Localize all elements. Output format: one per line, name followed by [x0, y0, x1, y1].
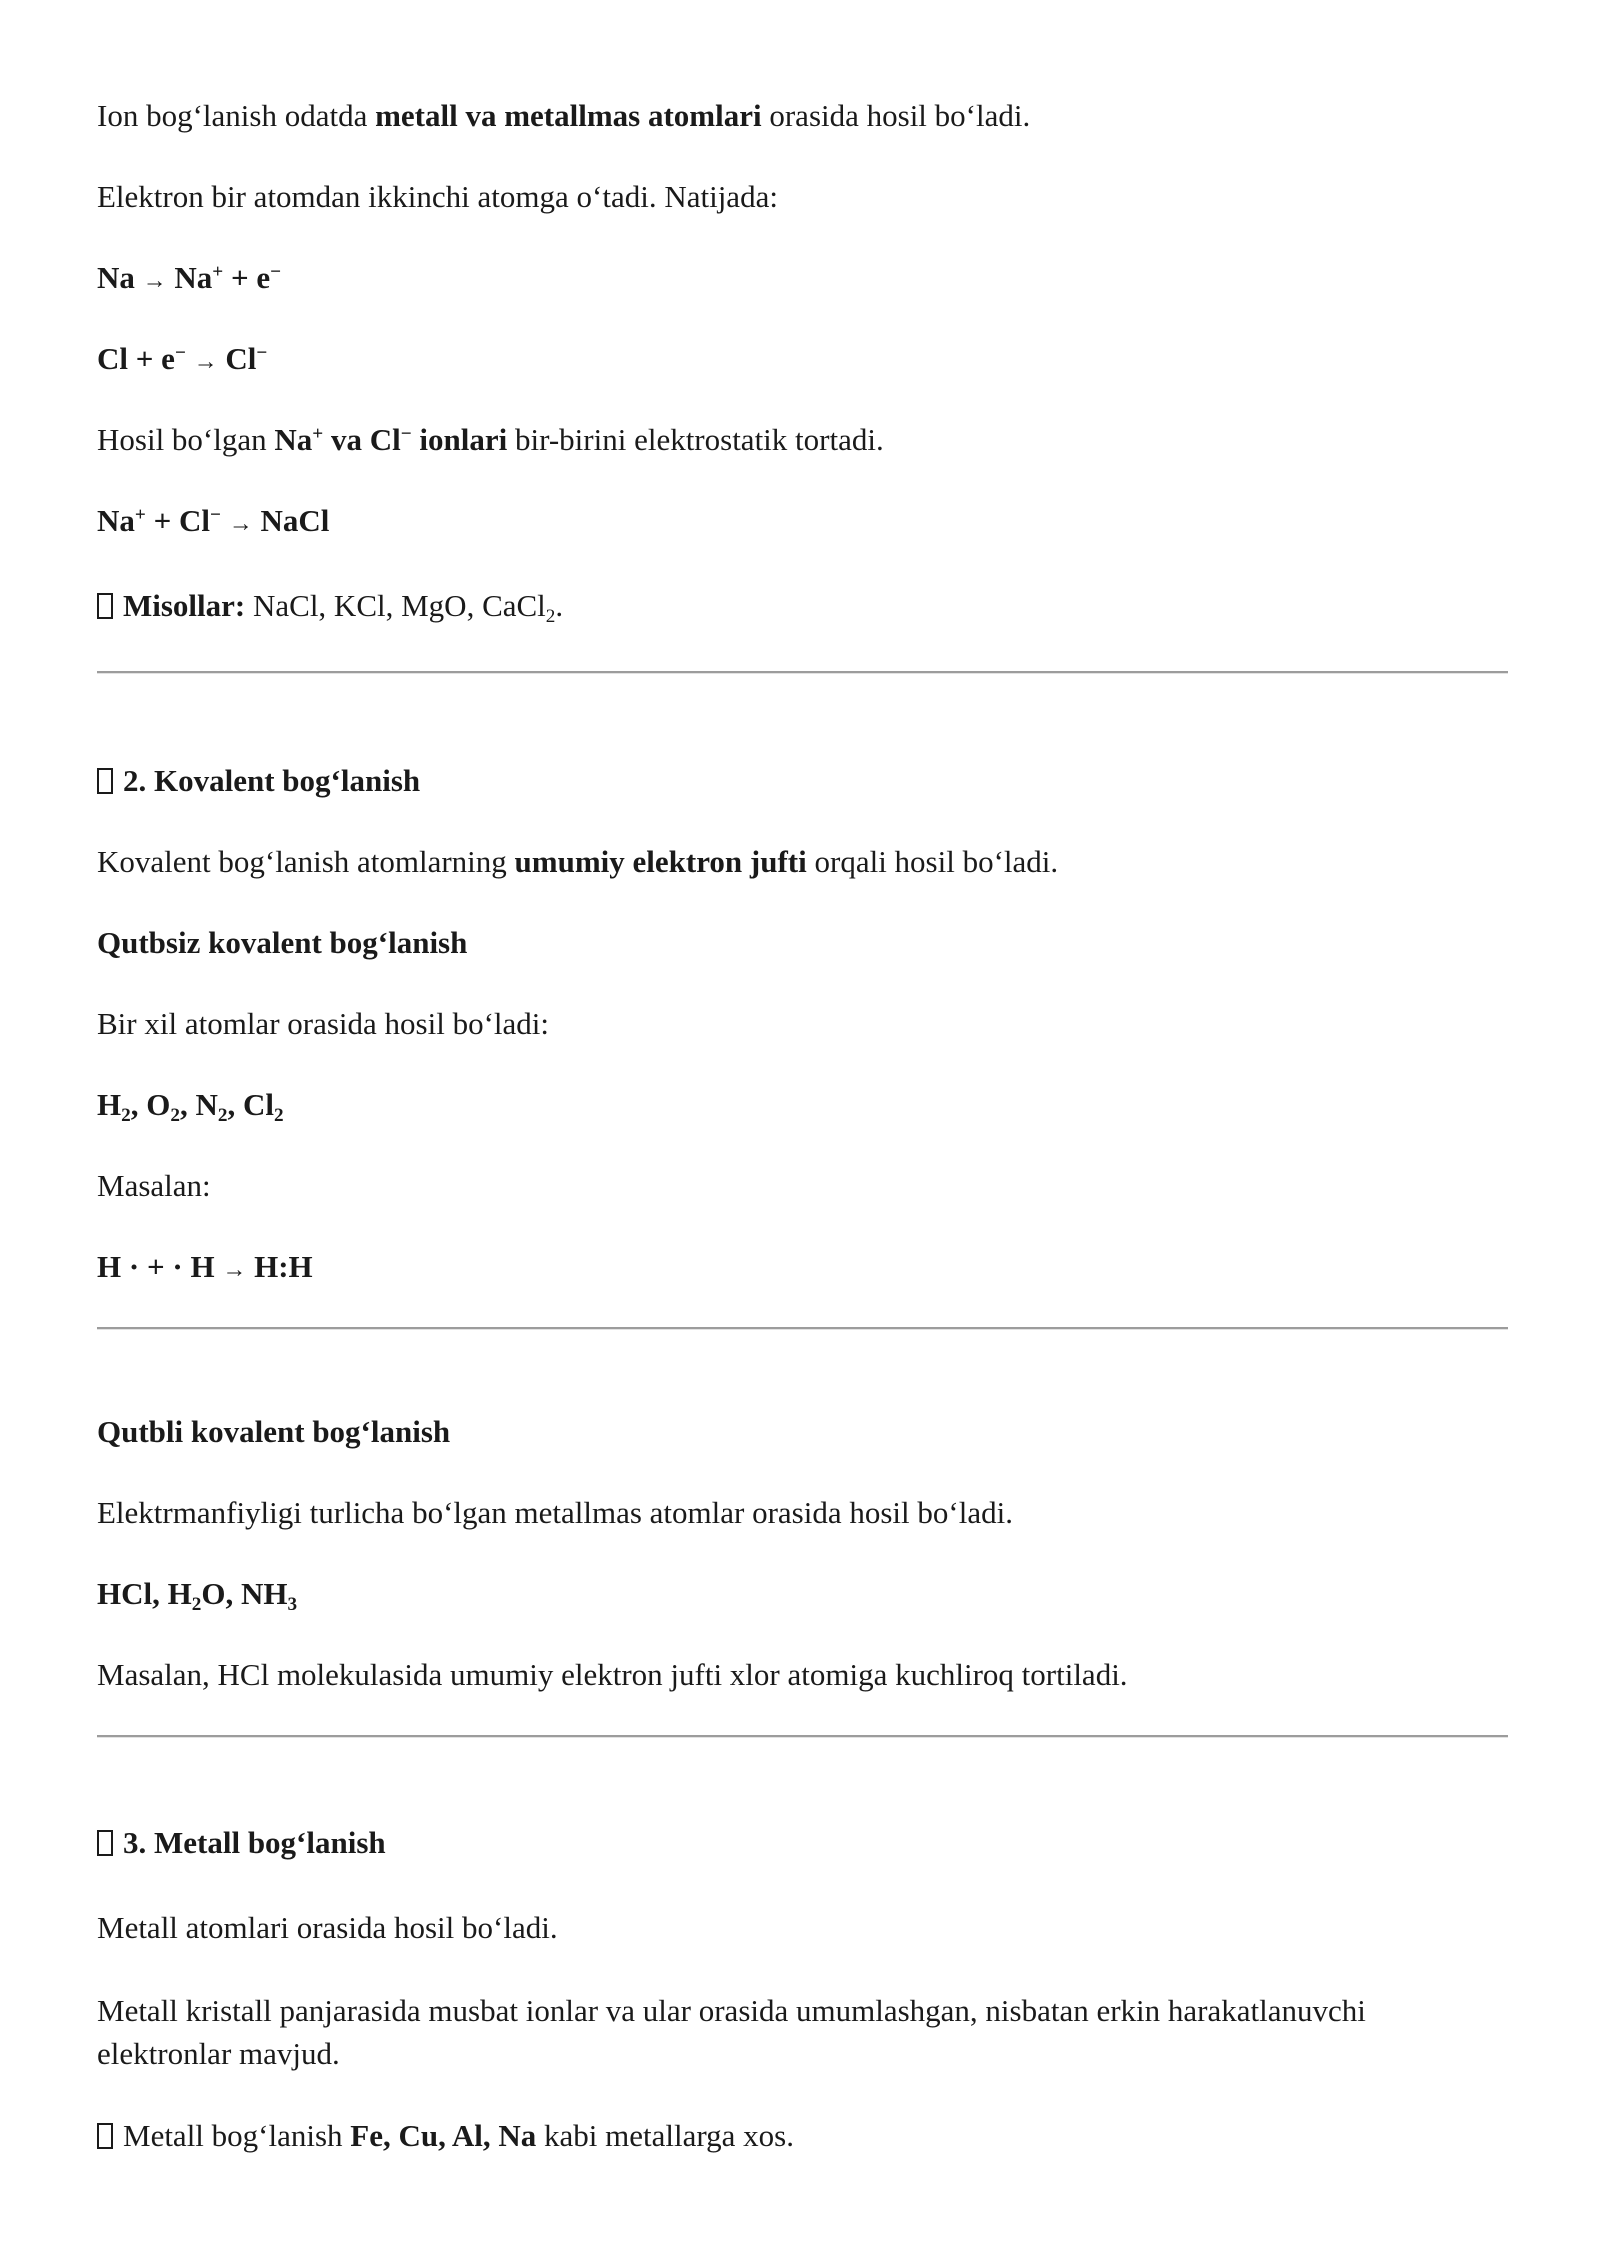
electron-transfer-paragraph: Elektron bir atomdan ikkinchi atomga o‘tadi. Natijada: [97, 179, 778, 214]
missing-glyph-icon [97, 768, 113, 794]
section-divider [97, 671, 1508, 674]
missing-glyph-icon [97, 1830, 113, 1856]
ionic-examples: Misollar: NaCl, KCl, MgO, CaCl$_2$. [97, 586, 1503, 626]
metallic-intro-paragraph: Metall atomlari orasida hosil bo‘ladi. [97, 1910, 558, 1945]
covalent-heading: 2. Kovalent bog‘lanish [97, 761, 1503, 801]
equation-chlorine-reduction: Cl + e− → Cl− [97, 341, 268, 376]
ion-attraction-paragraph: Hosil bo‘lgan Na+ va Cl− ionlari bir-birini elektrostatik tortadi. [97, 422, 884, 457]
polar-formulas: HCl, $H_2O$, $NH_3$ [97, 1576, 298, 1615]
metallic-heading: 3. Metall bog‘lanish [97, 1823, 1503, 1863]
metallic-crystal-paragraph: Metall kristall panjarasida musbat ionlar va ular orasida umumlashgan, nisbatan erkin harakatlanuvchi elektronlar mavjud. [97, 1993, 1366, 2071]
covalent-intro-paragraph: Kovalent bog‘lanish atomlarning umumiy elektron jufti orqali hosil bo‘ladi. [97, 844, 1059, 879]
nonpolar-covalent-title: Qutbsiz kovalent bog‘lanish [97, 925, 468, 960]
missing-glyph-icon [97, 2123, 113, 2149]
polar-covalent-description: Elektrmanfiyligi turlicha bo‘lgan metallmas atomlar orasida hosil bo‘ladi. [97, 1495, 1013, 1530]
section-divider [97, 1735, 1508, 1738]
nonpolar-covalent-description: Bir xil atomlar orasida hosil bo‘ladi: [97, 1006, 549, 1041]
nonpolar-example-label: Masalan: [97, 1168, 211, 1203]
equation-hydrogen-bond: H · + · H → H:H [97, 1249, 313, 1284]
polar-example-paragraph: Masalan, HCl molekulasida umumiy elektron jufti xlor atomiga kuchliroq tortiladi. [97, 1657, 1128, 1692]
missing-glyph-icon [97, 593, 113, 619]
ionic-intro-paragraph: Ion bog‘lanish odatda metall va metallmas atomlari orasida hosil bo‘ladi. [97, 98, 1031, 133]
section-divider [97, 1327, 1508, 1330]
polar-covalent-title: Qutbli kovalent bog‘lanish [97, 1414, 451, 1449]
equation-sodium-ionization: Na → Na+ + e− [97, 260, 282, 295]
metallic-examples: Metall bog‘lanish Fe, Cu, Al, Na kabi metallarga xos. [97, 2116, 1503, 2156]
nonpolar-formulas: $H_2$, $O_2$, $N_2$, $Cl_2$ [97, 1087, 284, 1126]
equation-nacl-formation: Na+ + Cl− → NaCl [97, 503, 330, 538]
